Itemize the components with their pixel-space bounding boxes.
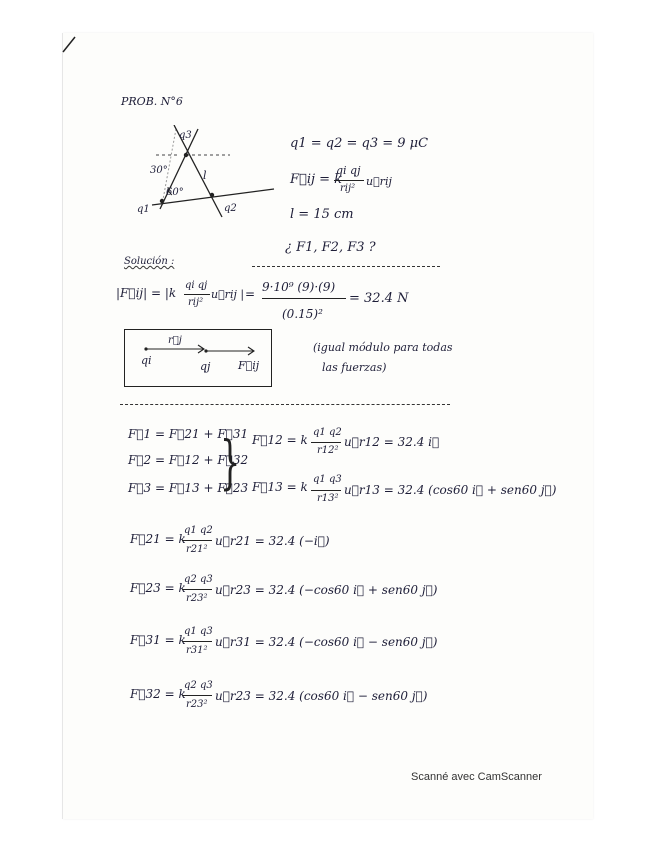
charge-label-q1: q1 <box>137 204 150 215</box>
force-law-denominator: rij² <box>340 183 356 194</box>
f12-fraction-bar <box>311 442 341 443</box>
magnitude-lhs: |F⃗ij| = |k <box>116 286 177 300</box>
charges-equality: q1 = q2 = q3 = 9 μC <box>290 136 429 151</box>
side-label: l <box>203 169 207 182</box>
magnitude-unit-vector: u⃗rij | <box>211 288 245 301</box>
sum-f1: F⃗1 = F⃗21 + F⃗31 <box>128 427 249 441</box>
f21-denominator: r21² <box>186 544 208 555</box>
f13-lhs: F⃗13 = k <box>252 480 308 494</box>
angle-label-30: 30° <box>150 165 168 176</box>
page-corner-mark <box>61 35 81 55</box>
magnitude-denominator: rij² <box>188 297 204 308</box>
f21-fraction-bar <box>182 540 212 541</box>
magnitude-fraction-bar <box>184 294 210 295</box>
angle-label-60: 60° <box>166 187 184 198</box>
magnitude-equals: = <box>245 287 256 301</box>
f31-fraction-bar <box>182 641 212 642</box>
f13-fraction-bar <box>311 490 341 491</box>
side-length: l = 15 cm <box>290 207 354 222</box>
f31-denominator: r31² <box>186 645 208 656</box>
note-line-2: las fuerzas) <box>322 361 387 374</box>
force-law-numerator: qi qj <box>336 164 361 177</box>
box-qj: qj <box>200 360 211 373</box>
sum-f2: F⃗2 = F⃗12 + F⃗32 <box>128 453 249 467</box>
question: ¿ F1, F2, F3 ? <box>285 240 376 255</box>
force-law-unit-vector: u⃗rij <box>366 175 392 188</box>
f31-numerator: q1 q3 <box>184 626 213 637</box>
magnitude-calc-numerator: 9·10⁹ (9)·(9) <box>262 280 336 294</box>
f12-tail: u⃗r12 = 32.4 i⃗ <box>344 435 440 449</box>
magnitude-result: = 32.4 N <box>349 291 409 306</box>
brace: } <box>220 428 241 496</box>
f21-lhs: F⃗21 = k <box>130 532 186 546</box>
charge-label-q2: q2 <box>224 203 237 214</box>
f32-fraction-bar <box>182 695 212 696</box>
question-dash-line <box>252 266 440 267</box>
box-fij: F⃗ij <box>238 359 260 372</box>
f23-numerator: q2 q3 <box>184 574 213 585</box>
f31-lhs: F⃗31 = k <box>130 633 186 647</box>
f21-numerator: q1 q2 <box>184 525 213 536</box>
triangle-figure <box>150 125 285 225</box>
note-line-1: (igual módulo para todas <box>313 341 453 354</box>
scanner-watermark: Scanné avec CamScanner <box>411 771 542 783</box>
f12-numerator: q1 q2 <box>313 427 342 438</box>
f23-tail: u⃗r23 = 32.4 (−cos60 i⃗ + sen60 j⃗) <box>215 583 438 597</box>
f13-numerator: q1 q3 <box>313 474 342 485</box>
calc-fraction-bar <box>262 298 346 299</box>
f23-lhs: F⃗23 = k <box>130 581 186 595</box>
f23-denominator: r23² <box>186 593 208 604</box>
charge-label-q3: q3 <box>179 130 192 141</box>
f32-lhs: F⃗32 = k <box>130 687 186 701</box>
f32-numerator: q2 q3 <box>184 680 213 691</box>
box-qi: qi <box>141 354 152 367</box>
f12-denominator: r12² <box>317 445 339 456</box>
f12-lhs: F⃗12 = k <box>252 433 308 447</box>
sum-f3: F⃗3 = F⃗13 + F⃗23 <box>128 481 249 495</box>
f32-denominator: r23² <box>186 699 208 710</box>
force-law-lhs: F⃗ij = k <box>290 172 343 187</box>
problem-title: PROB. N°6 <box>121 95 183 108</box>
f21-tail: u⃗r21 = 32.4 (−i⃗) <box>215 534 330 548</box>
magnitude-calc-denominator: (0.15)² <box>282 307 323 321</box>
section-dash-line <box>120 404 450 405</box>
f32-tail: u⃗r23 = 32.4 (cos60 i⃗ − sen60 j⃗) <box>215 689 428 703</box>
f13-tail: u⃗r13 = 32.4 (cos60 i⃗ + sen60 j⃗) <box>344 483 557 497</box>
f31-tail: u⃗r31 = 32.4 (−cos60 i⃗ − sen60 j⃗) <box>215 635 438 649</box>
magnitude-numerator: qi qj <box>185 280 208 291</box>
f13-denominator: r13² <box>317 493 339 504</box>
solution-label: Solución : <box>124 256 175 267</box>
force-law-fraction-bar <box>334 180 364 181</box>
box-rj: r⃗j <box>168 335 182 346</box>
f23-fraction-bar <box>182 589 212 590</box>
